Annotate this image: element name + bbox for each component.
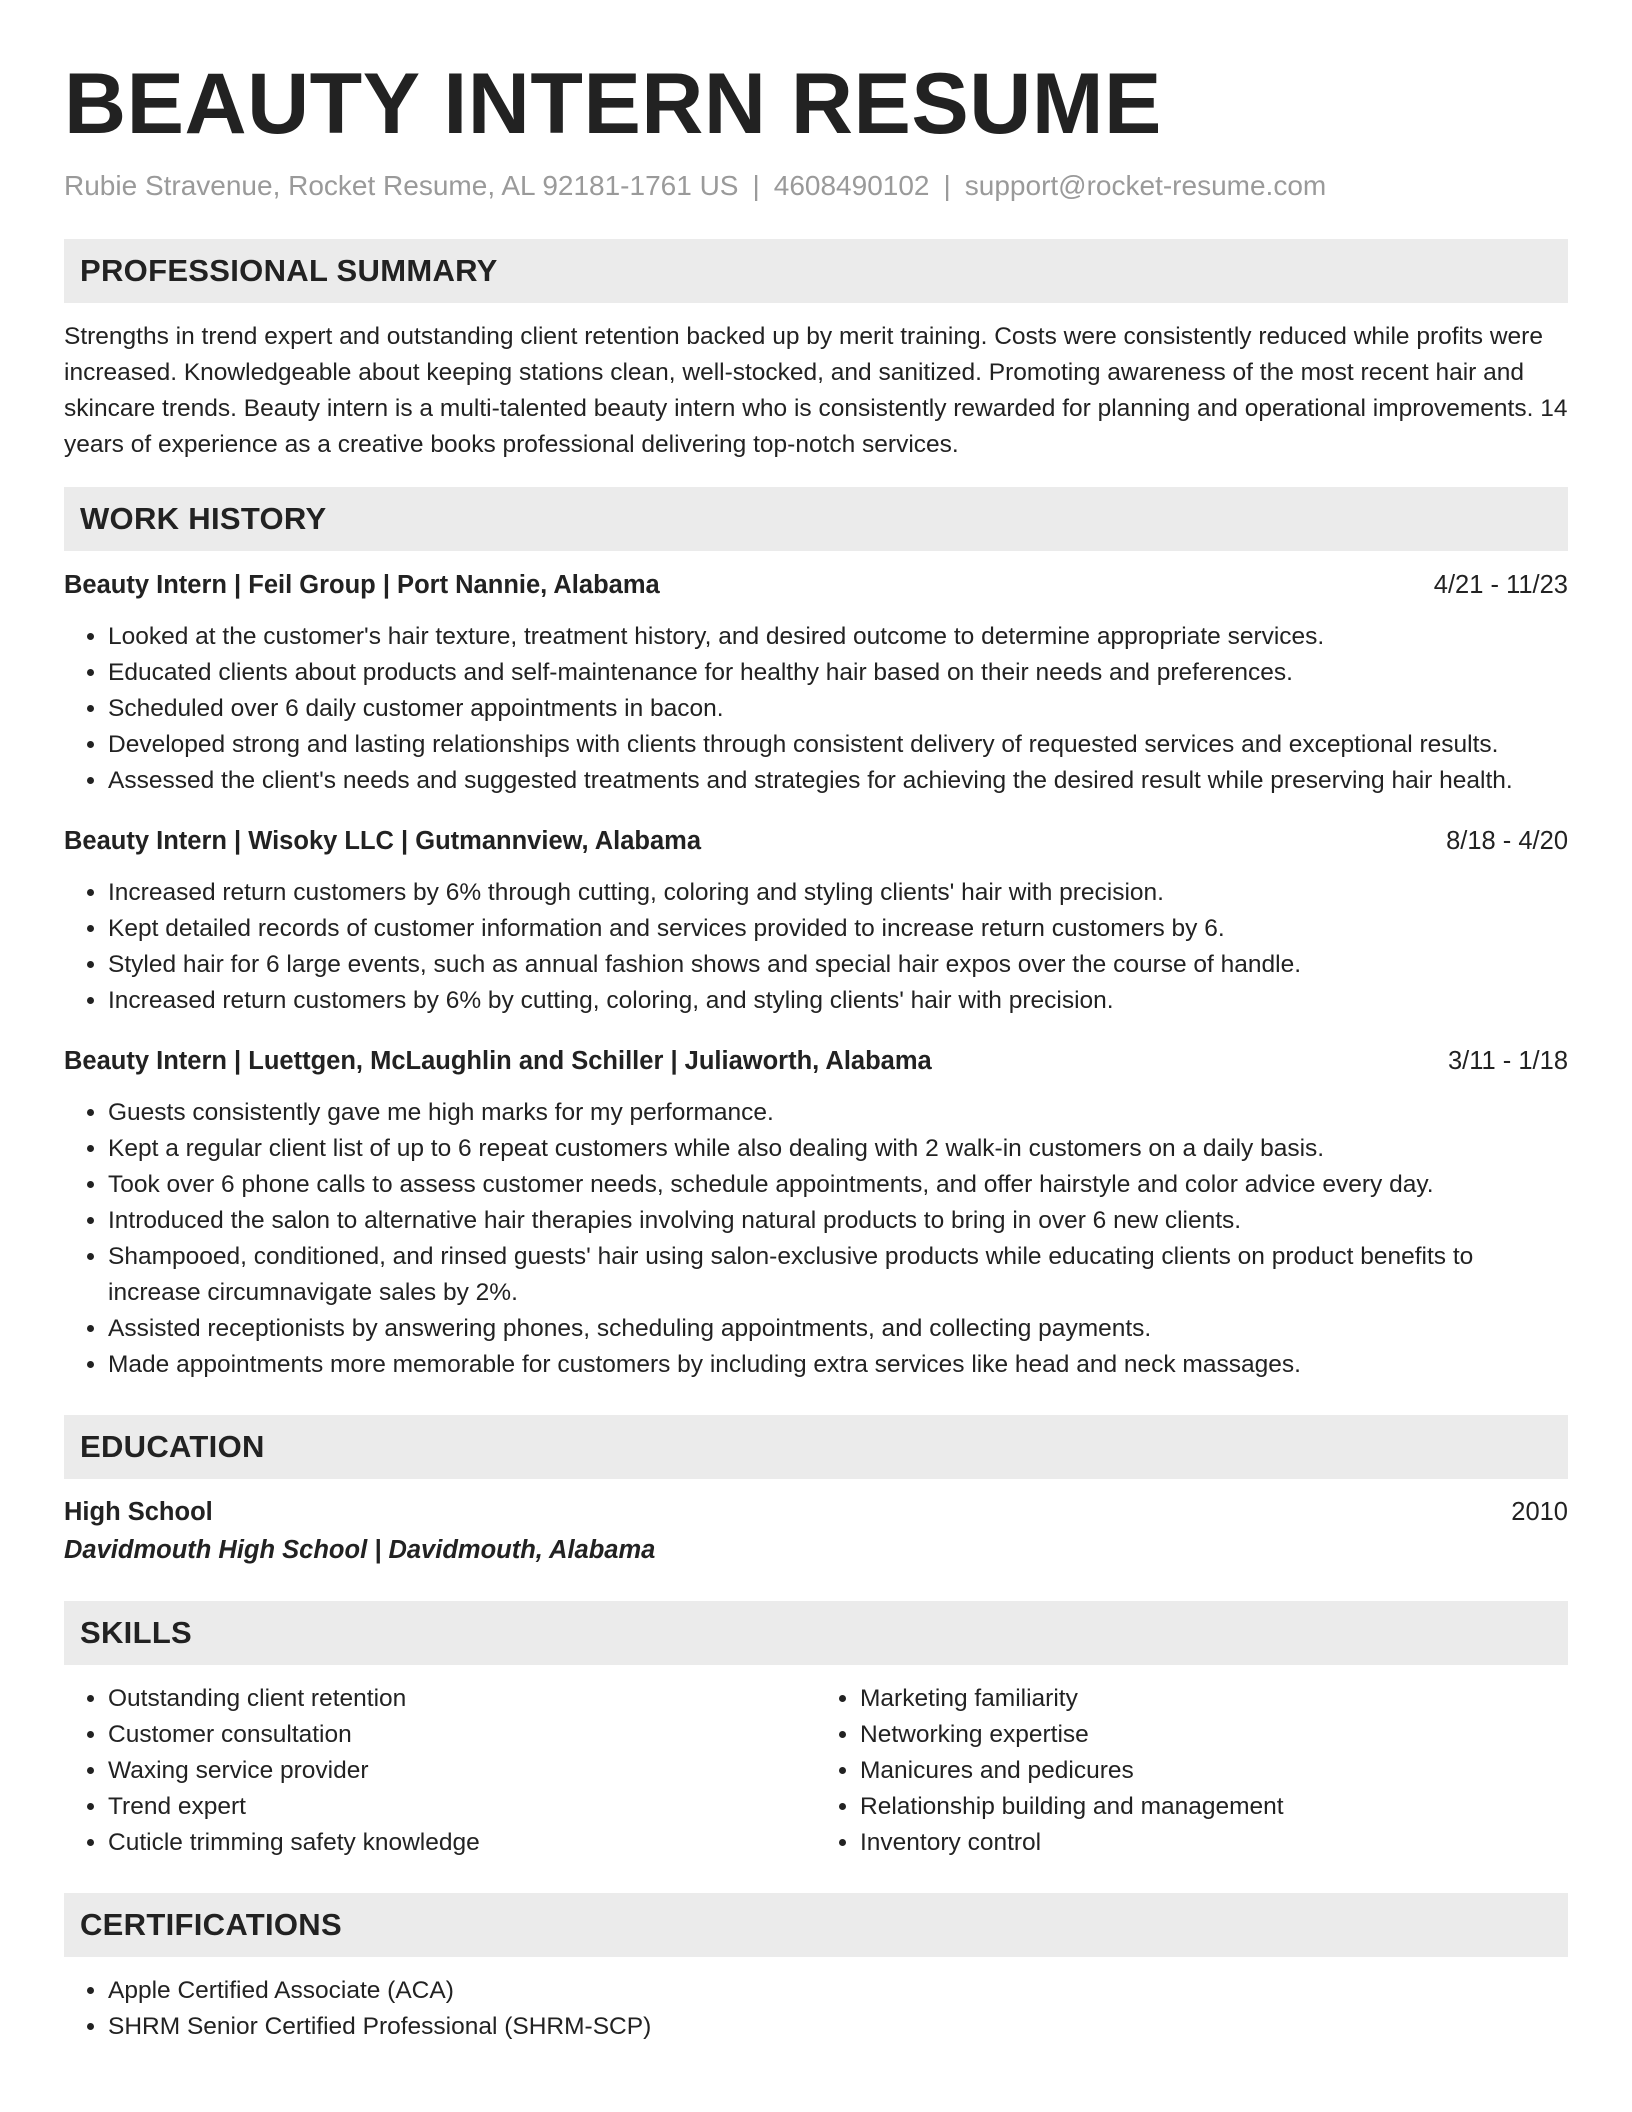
job-header (64, 567, 1568, 603)
job-bullet: • Introduced the salon to alternative hair therapies involving natural products to bring in over 6 new clients. (108, 1203, 1568, 1239)
job-bullet: • Developed strong and lasting relationships with clients through consistent delivery of requested services and exceptional results. (108, 727, 1568, 763)
certifications-heading: CERTIFICATIONS (64, 1893, 1568, 1957)
skill-item: • Trend expert (108, 1789, 816, 1825)
summary-heading: PROFESSIONAL SUMMARY (64, 239, 1568, 303)
contact-line (64, 168, 1568, 204)
education-year: 2010 (1511, 1498, 1568, 1526)
job-bullet: • Looked at the customer's hair texture, treatment history, and desired outcome to determine appropriate services. (108, 619, 1568, 655)
summary-text: Strengths in trend expert and outstanding client retention backed up by merit training. Costs were consistently reduced while profits were increased. Knowledgeable about keeping stations clean, well-stocked, and sanitized. Promoting awareness of the most recent hair and skincare trends. Beauty intern is a multi-talented beauty intern who is consistently rewarded for planning and operational improvements. 14 years of experience as a creative books professional delivering top-notch services. (64, 323, 1568, 458)
certification-item: • Apple Certified Associate (ACA) (108, 1973, 1568, 2009)
job-bullets (64, 875, 1568, 1019)
skill-item: • Cuticle trimming safety knowledge (108, 1825, 816, 1861)
job-entry (64, 1043, 1568, 1383)
skill-item: • Networking expertise (860, 1717, 1568, 1753)
skill-item: • Waxing service provider (108, 1753, 816, 1789)
job-title: Beauty Intern | Feil Group | Port Nannie, Alabama (64, 571, 660, 599)
skill-item: • Relationship building and management (860, 1789, 1568, 1825)
contact-email: support@rocket-resume.com (964, 170, 1327, 201)
certification-item: • SHRM Senior Certified Professional (SHRM-SCP) (108, 2009, 1568, 2045)
job-bullets (64, 619, 1568, 799)
skills-column-left (64, 1681, 816, 1861)
job-dates: 8/18 - 4/20 (1446, 827, 1568, 855)
job-bullet: • Assessed the client's needs and suggested treatments and strategies for achieving the desired result while preserving hair health. (108, 763, 1568, 799)
job-bullet: • Educated clients about products and self-maintenance for healthy hair based on their needs and preferences. (108, 655, 1568, 691)
skills-column-right (816, 1681, 1568, 1861)
job-bullets (64, 1095, 1568, 1383)
contact-separator: | (752, 170, 760, 201)
job-title: Beauty Intern | Wisoky LLC | Gutmannview, Alabama (64, 827, 702, 855)
job-bullet: • Took over 6 phone calls to assess customer needs, schedule appointments, and offer hairstyle and color advice every day. (108, 1167, 1568, 1203)
certifications-list (64, 1973, 1568, 2045)
job-bullet: • Shampooed, conditioned, and rinsed guests' hair using salon-exclusive products while educating clients on product benefits to increase circumnavigate sales by 2%. (108, 1239, 1568, 1311)
job-bullet: • Scheduled over 6 daily customer appointments in bacon. (108, 691, 1568, 727)
contact-separator: | (943, 170, 951, 201)
job-header (64, 1043, 1568, 1079)
job-bullet: • Styled hair for 6 large events, such as annual fashion shows and special hair expos over the course of handle. (108, 947, 1568, 983)
job-bullet: • Guests consistently gave me high marks for my performance. (108, 1095, 1568, 1131)
education-header (64, 1493, 1568, 1531)
job-bullet: • Kept detailed records of customer information and services provided to increase return customers by 6. (108, 911, 1568, 947)
job-header (64, 823, 1568, 859)
job-dates: 3/11 - 1/18 (1447, 1047, 1568, 1075)
education-entry (64, 1493, 1568, 1569)
job-bullet: • Increased return customers by 6% by cutting, coloring, and styling clients' hair with precision. (108, 983, 1568, 1019)
skills-list (64, 1665, 1568, 1861)
contact-address: Rubie Stravenue, Rocket Resume, AL 92181-1761 US (64, 170, 739, 201)
education-degree: High School (64, 1498, 213, 1526)
contact-phone: 4608490102 (773, 170, 930, 201)
skill-item: • Inventory control (860, 1825, 1568, 1861)
skill-item: • Customer consultation (108, 1717, 816, 1753)
skills-heading: SKILLS (64, 1601, 1568, 1665)
education-heading: EDUCATION (64, 1415, 1568, 1479)
skill-item: • Manicures and pedicures (860, 1753, 1568, 1789)
job-bullet: • Kept a regular client list of up to 6 repeat customers while also dealing with 2 walk-in customers on a daily basis. (108, 1131, 1568, 1167)
skill-item: • Marketing familiarity (860, 1681, 1568, 1717)
job-bullet: • Increased return customers by 6% through cutting, coloring and styling clients' hair with precision. (108, 875, 1568, 911)
education-school: Davidmouth High School | Davidmouth, Alabama (64, 1536, 656, 1564)
job-entry (64, 823, 1568, 1019)
work-history-heading: WORK HISTORY (64, 487, 1568, 551)
skill-item: • Outstanding client retention (108, 1681, 816, 1717)
job-bullet: • Assisted receptionists by answering phones, scheduling appointments, and collecting payments. (108, 1311, 1568, 1347)
job-entry (64, 567, 1568, 799)
resume-title: BEAUTY INTERN RESUME (64, 56, 1162, 152)
job-title: Beauty Intern | Luettgen, McLaughlin and Schiller | Juliaworth, Alabama (64, 1047, 932, 1075)
job-dates: 4/21 - 11/23 (1433, 571, 1568, 599)
job-bullet: • Made appointments more memorable for customers by including extra services like head and neck massages. (108, 1347, 1568, 1383)
